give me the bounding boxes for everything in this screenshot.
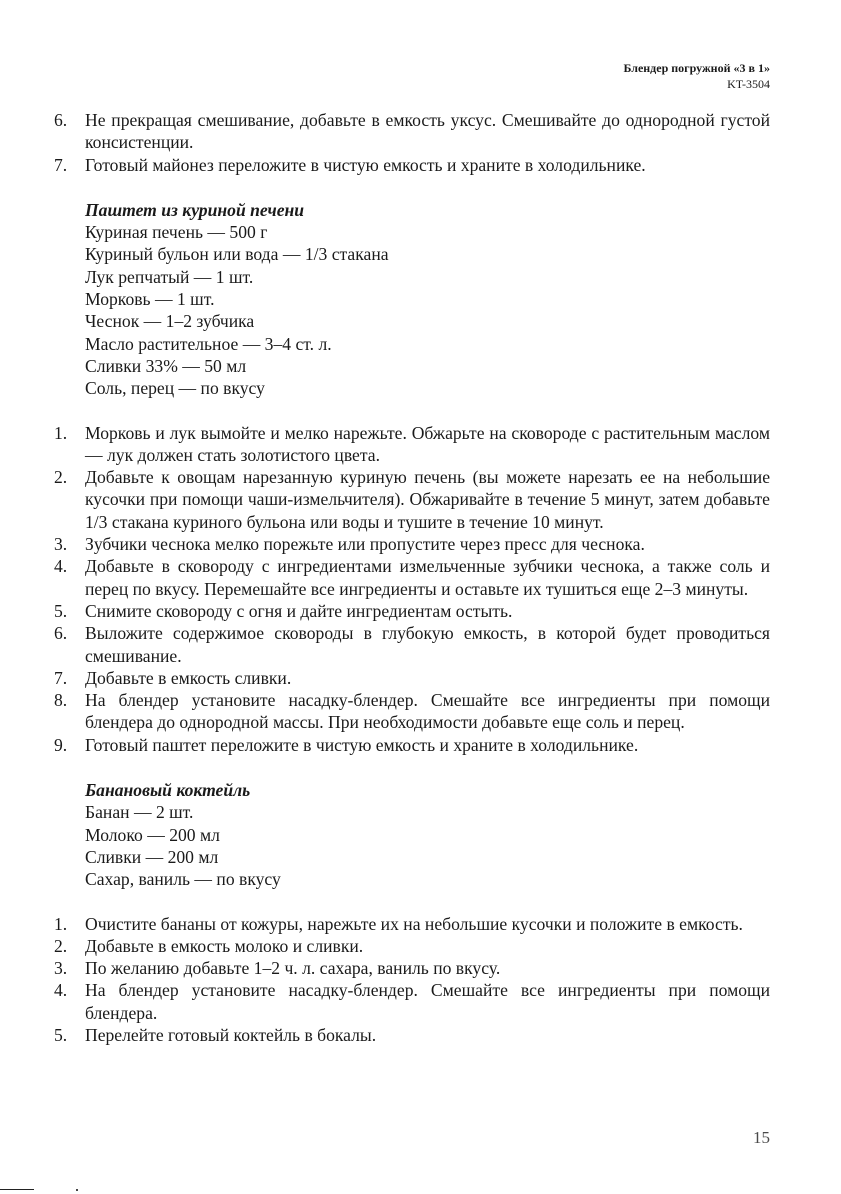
step-number: 4.: [54, 556, 68, 577]
list-item: [54, 667, 770, 689]
ingredient-item: Куриная печень — 500 г: [85, 222, 268, 243]
step-number: 2.: [54, 467, 68, 488]
step-number: 8.: [54, 690, 68, 711]
ingredient-item: Лук репчатый — 1 шт.: [85, 266, 254, 287]
ingredient-item: Сливки 33% — 50 мл: [85, 355, 247, 376]
list-item: [54, 533, 770, 555]
page-number: 15: [753, 1128, 770, 1147]
ingredient-item: Сахар, ваниль — по вкусу: [85, 869, 281, 890]
step-text: На блендер установите насадку-блендер. Смешайте все ингредиенты при помощи блендера до однородной массы. При необходимости добавьте еще соль и перец.: [85, 690, 770, 733]
list-item: [54, 622, 770, 667]
ingredient-item: Морковь — 1 шт.: [85, 289, 215, 310]
step-text: Не прекращая смешивание, добавьте в емкость уксус. Смешивайте до однородной густой консистенции.: [85, 110, 770, 153]
step-number: 5.: [54, 600, 68, 621]
step-text: Перелейте готовый коктейль в бокалы.: [85, 1024, 377, 1045]
step-number: 6.: [54, 110, 68, 130]
page-content: [54, 109, 770, 1046]
list-item: [54, 600, 770, 622]
header-model-number: KT-3504: [727, 77, 770, 91]
step-number: 7.: [54, 667, 68, 688]
ingredients-list-banana-shake: [85, 801, 770, 890]
ingredient-item: Масло растительное — 3–4 ст. л.: [85, 333, 332, 354]
list-item: [54, 1024, 770, 1046]
pate-steps-list: [54, 422, 770, 756]
step-text: Добавьте к овощам нарезанную куриную печень (вы можете нарезать ее на небольшие кусочки при помощи чаши-измельчителя). Обжаривайте в течение 5 минут, затем добавьте 1/3 стакана куриного бульона или воды и тушите в течение 10 минут.: [85, 467, 770, 532]
list-item: [54, 466, 770, 533]
step-number: 7.: [54, 154, 68, 175]
step-number: 1.: [54, 422, 68, 443]
ingredient-item: Банан — 2 шт.: [85, 802, 194, 823]
step-text: Выложите содержимое сковороды в глубокую емкость, в которой будет проводиться смешивание.: [85, 623, 770, 666]
list-item: [54, 555, 770, 600]
step-text: Очистите бананы от кожуры, нарежьте их на небольшие кусочки и положите в емкость.: [85, 913, 743, 934]
mayonnaise-steps-list: [54, 109, 770, 176]
list-item: [54, 734, 770, 756]
ingredients-list-pate: [85, 221, 770, 399]
step-number: 2.: [54, 935, 68, 956]
list-item: [54, 109, 770, 154]
banana-shake-steps-list: [54, 913, 770, 1047]
recipe-title-banana-shake: Банановый коктейль: [85, 780, 251, 801]
step-number: 3.: [54, 958, 68, 979]
step-text: На блендер установите насадку-блендер. Смешайте все ингредиенты при помощи блендера.: [85, 980, 770, 1023]
step-text: Готовый паштет переложите в чистую емкость и храните в холодильнике.: [85, 734, 639, 755]
ingredient-item: Соль, перец — по вкусу: [85, 378, 265, 399]
header-product-title: Блендер погружной «3 в 1»: [623, 61, 770, 75]
step-text: Добавьте в сковороду с ингредиентами измельченные зубчики чеснока, а также соль и перец по вкусу. Перемешайте все ингредиенты и оставьте их тушиться еще 2–3 минуты.: [85, 556, 770, 599]
list-item: [54, 957, 770, 979]
ingredient-item: Чеснок — 1–2 зубчика: [85, 311, 255, 332]
step-number: 1.: [54, 913, 68, 934]
crop-mark-line: [0, 1189, 34, 1190]
step-text: По желанию добавьте 1–2 ч. л. сахара, ваниль по вкусу.: [85, 958, 501, 979]
list-item: [54, 913, 770, 935]
step-text: Снимите сковороду с огня и дайте ингредиентам остыть.: [85, 600, 513, 621]
step-text: Зубчики чеснока мелко порежьте или пропустите через пресс для чеснока.: [85, 534, 645, 555]
ingredient-item: Куриный бульон или вода — 1/3 стакана: [85, 244, 389, 265]
recipe-title-pate: Паштет из куриной печени: [85, 199, 305, 220]
ingredient-item: Сливки — 200 мл: [85, 846, 219, 867]
step-text: Добавьте в емкость сливки.: [85, 667, 292, 688]
list-item: [54, 935, 770, 957]
step-number: 9.: [54, 734, 68, 755]
step-text: Готовый майонез переложите в чистую емкость и храните в холодильнике.: [85, 154, 646, 175]
running-header: [623, 60, 770, 92]
crop-mark-dot: [76, 1189, 78, 1191]
list-item: [54, 422, 770, 467]
list-item: [54, 689, 770, 734]
list-item: [54, 154, 770, 176]
step-number: 5.: [54, 1024, 68, 1045]
ingredient-item: Молоко — 200 мл: [85, 824, 220, 845]
step-number: 3.: [54, 534, 68, 555]
step-text: Добавьте в емкость молоко и сливки.: [85, 935, 364, 956]
list-item: [54, 979, 770, 1024]
step-text: Морковь и лук вымойте и мелко нарежьте. Обжарьте на сковороде с растительным маслом — лук должен стать золотистого цвета.: [85, 422, 770, 465]
step-number: 6.: [54, 623, 68, 644]
step-number: 4.: [54, 980, 68, 1001]
